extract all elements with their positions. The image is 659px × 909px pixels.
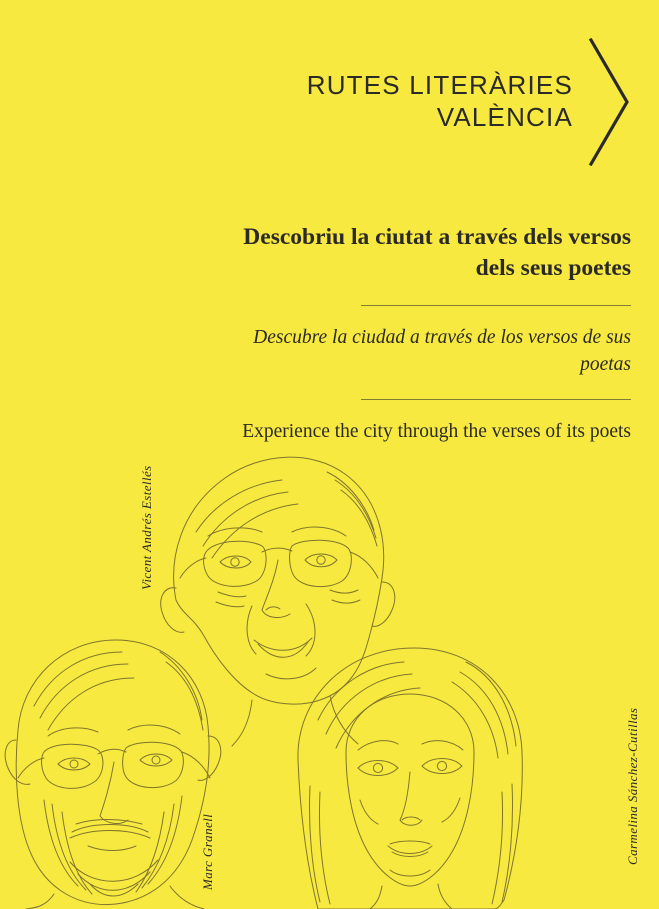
portrait-name-carmelina: Carmelina Sánchez-Cutillas [625, 707, 640, 865]
divider-1 [361, 305, 631, 306]
logo-block [307, 38, 631, 166]
portrait-name-granell: Marc Granell [200, 813, 215, 890]
portrait-lineart-svg [0, 400, 659, 909]
logo-text [307, 70, 573, 133]
title-spanish: Descubre la ciudad a través de los versos de sus poetas [253, 326, 631, 376]
portrait-granell [5, 640, 221, 909]
logo-line-1: RUTES LITERÀRIES [306, 70, 573, 101]
portrait-name-estelles: Vicent Andrés Estellés [139, 465, 154, 590]
chevron-right-icon [587, 38, 631, 166]
title-catalan: Descobriu la ciutat a través dels versos dels seus poetes [243, 224, 631, 282]
title-english: Experience the city through the verses of its poets [242, 420, 631, 442]
portrait-carmelina [298, 648, 522, 909]
portrait-illustrations [0, 400, 659, 909]
logo-line-2: VALÈNCIA [436, 102, 573, 132]
